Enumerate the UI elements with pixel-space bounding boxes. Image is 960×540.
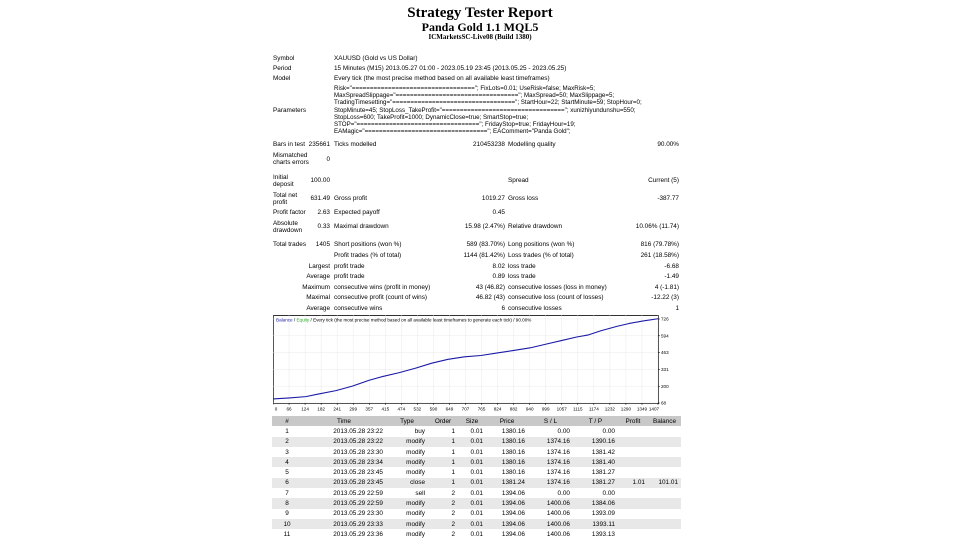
deal-time: 2013.05.29 22:59 <box>302 498 386 508</box>
netprofit-label: Total net <box>273 192 298 199</box>
deal-profit <box>618 457 648 467</box>
avg-wins-value: 6 <box>501 305 505 312</box>
deal-profit: 1.01 <box>618 478 648 488</box>
deal-profit <box>618 426 648 436</box>
quality-label: Modelling quality <box>508 141 556 148</box>
y-tick-label: 331 <box>661 367 669 372</box>
losstrades-value: 261 (18.58%) <box>640 252 679 259</box>
deal-price: 1394.06 <box>501 510 525 518</box>
deals-header-row <box>272 416 681 426</box>
table-row <box>272 519 681 529</box>
deal-order: 1 <box>451 469 455 477</box>
maxl-profit-label: consecutive profit (count of wins) <box>334 294 428 301</box>
deal-sl: 1400.06 <box>528 519 573 529</box>
y-tick-label: 463 <box>661 350 669 356</box>
parameters-line: TradingTimesetting="=================================="; StartHour=22; StartMinute=59; StopHour=0; <box>334 99 642 107</box>
deal-tp: 1381.42 <box>591 448 615 456</box>
maxdd-value: 15.98 (2.47%) <box>464 223 505 230</box>
deal-order: 2 <box>428 519 458 529</box>
deal-tp: 1393.13 <box>591 530 615 538</box>
deal-type: modify <box>386 498 428 508</box>
deals-header-deal-size: Size <box>458 416 486 426</box>
deal-time: 2013.05.29 23:36 <box>333 530 383 538</box>
deal-time: 2013.05.28 23:34 <box>302 457 386 467</box>
deal-price: 1381.24 <box>486 478 528 488</box>
avg-wins-label: consecutive wins <box>334 305 383 312</box>
deal-tp: 1381.27 <box>573 478 618 488</box>
deal-size: 0.01 <box>458 519 486 529</box>
largest-loss-value: -6.68 <box>664 263 679 270</box>
deal-price: 1394.06 <box>501 530 525 538</box>
deal-order: 1 <box>428 478 458 488</box>
deal-balance <box>648 426 681 436</box>
x-tick-label: 357 <box>365 406 374 412</box>
parameters-line: MaxSpreadSlippage="=================================="; MaxSpread=50; MaxSlippage=5; <box>334 92 615 100</box>
pf-label: Profit factor <box>273 209 306 216</box>
table-row <box>272 437 681 447</box>
x-tick-label: 241 <box>333 406 342 412</box>
period-value: 15 Minutes (M15) 2013.05.27 01:00 - 2023.05.19 23:45 (2013.05.25 - 2023.05.25) <box>334 65 567 72</box>
deal-profit <box>618 529 648 539</box>
deal-size: 0.01 <box>470 469 483 477</box>
deal-time: 2013.05.28 23:22 <box>302 437 386 447</box>
x-tick-label: 1057 <box>556 406 567 412</box>
deal-order: 2 <box>428 498 458 508</box>
y-axis-ticks <box>658 317 669 406</box>
deal-size: 0.01 <box>458 457 486 467</box>
average2-label: Average <box>306 305 330 312</box>
deal-tp: 1393.11 <box>573 519 618 529</box>
largest-profit-value: 8.02 <box>492 263 505 270</box>
avg-losses-label: consecutive losses <box>508 305 562 312</box>
deal-number: 2 <box>272 437 302 447</box>
spread-label: Spread <box>508 177 529 184</box>
deal-tp: 1381.40 <box>573 457 618 467</box>
deals-header-deal-sl: S / L <box>528 416 573 426</box>
bars-value: 235661 <box>308 141 330 148</box>
deal-balance <box>648 509 681 519</box>
deal-tp: 0.00 <box>602 489 615 497</box>
maximal-label: Maximal <box>306 294 330 301</box>
maxdd-label: Maximal drawdown <box>334 223 389 230</box>
balance-chart-svg <box>273 315 683 416</box>
deal-profit <box>618 437 648 447</box>
losstrades-label: Loss trades (% of total) <box>508 252 574 259</box>
balance-chart <box>273 315 683 416</box>
deal-size: 0.01 <box>458 478 486 488</box>
payoff-value: 0.45 <box>492 209 505 216</box>
deal-type: sell <box>415 489 425 497</box>
grossloss-value: -387.77 <box>657 195 679 202</box>
maxl-profit-value: 46.82 (43) <box>475 294 505 301</box>
grossprofit-value: 1019.27 <box>481 195 505 202</box>
deal-size: 0.01 <box>458 498 486 508</box>
mismatch-value: 0 <box>326 156 330 163</box>
table-row <box>272 447 681 457</box>
deal-number: 3 <box>285 448 289 456</box>
netprofit-value: 631.49 <box>310 195 330 202</box>
max-losses-value: 4 (-1.81) <box>654 284 679 291</box>
deal-balance <box>648 519 681 529</box>
deals-header-deal-number: # <box>272 416 302 426</box>
deal-balance <box>648 488 681 498</box>
x-tick-label: 1407 <box>648 406 660 412</box>
deals-table <box>272 416 681 540</box>
x-tick-label: 66 <box>286 406 292 412</box>
x-tick-label: 1174 <box>588 406 599 412</box>
quality-value: 90.00% <box>657 141 679 148</box>
x-tick-label: 999 <box>541 406 550 412</box>
deals-header-deal-type: Type <box>386 416 428 426</box>
deal-order: 1 <box>428 457 458 467</box>
table-row <box>272 457 681 467</box>
mismatch-label-2: charts errors <box>273 159 309 166</box>
parameters-line: StopLoss=600; TakeProfit=1000; DynamicClose=true; SmartStop=true; <box>334 113 529 121</box>
y-tick-label: 200 <box>661 383 669 389</box>
parameters-line: STOP="=================================="; FridayStop=true; FridayHour=19; <box>334 121 576 129</box>
max-wins-value: 43 (46.82) <box>475 284 505 291</box>
deal-type: modify <box>386 457 428 467</box>
pf-value: 2.63 <box>317 209 330 216</box>
maxl-loss-value: -12.22 (3) <box>651 294 679 301</box>
avg-losses-value: 1 <box>675 305 679 312</box>
deal-size: 0.01 <box>470 510 483 518</box>
average-loss-value: -1.49 <box>664 273 679 280</box>
deal-time: 2013.05.28 23:45 <box>333 469 383 477</box>
mismatch-label: Mismatched <box>273 152 308 159</box>
parameters-line: EAMagic="=================================="; EAComment="Panda Gold"; <box>334 128 571 136</box>
deals-header-deal-tp: T / P <box>573 416 618 426</box>
deal-sl: 1374.16 <box>546 469 570 477</box>
y-tick-label: 594 <box>661 333 669 339</box>
grossloss-label: Gross loss <box>508 195 539 202</box>
deal-order: 1 <box>428 437 458 447</box>
deal-price: 1380.16 <box>501 427 525 435</box>
deal-time: 2013.05.28 23:45 <box>302 478 386 488</box>
deal-sl: 1374.16 <box>546 448 570 456</box>
deal-price: 1394.06 <box>501 489 525 497</box>
deal-tp: 1381.27 <box>591 469 615 477</box>
deal-number: 6 <box>272 478 302 488</box>
table-row <box>272 426 681 436</box>
table-row <box>272 478 681 488</box>
x-tick-label: 1115 <box>573 406 583 412</box>
deal-tp: 1390.16 <box>573 437 618 447</box>
parameters-value <box>334 85 642 135</box>
deal-price: 1380.16 <box>501 448 525 456</box>
reldd-label: Relative drawdown <box>508 223 562 230</box>
x-tick-label: 1290 <box>620 406 632 412</box>
deal-tp: 1384.06 <box>573 498 618 508</box>
deals-header-deal-order: Order <box>428 416 458 426</box>
x-tick-label: 649 <box>445 406 454 412</box>
absdd-label: Absolute <box>273 220 298 227</box>
deals-header-deal-price: Price <box>486 416 528 426</box>
deal-order: 2 <box>451 510 455 518</box>
short-label: Short positions (won %) <box>334 241 402 248</box>
deal-profit <box>618 488 648 498</box>
deal-order: 1 <box>451 427 455 435</box>
initdep-value: 100.00 <box>310 177 330 184</box>
symbol-value: XAUUSD (Gold vs US Dollar) <box>334 55 418 62</box>
deal-sl: 1374.16 <box>528 478 573 488</box>
x-tick-label: 765 <box>477 406 486 412</box>
deal-number: 8 <box>272 498 302 508</box>
deal-price: 1380.16 <box>486 457 528 467</box>
largest-label: Largest <box>308 263 330 270</box>
deal-balance <box>648 498 681 508</box>
average-label: Average <box>306 273 330 280</box>
symbol-label: Symbol <box>273 55 295 62</box>
report-title: Strategy Tester Report <box>407 5 553 21</box>
deal-number: 4 <box>272 457 302 467</box>
y-tick-label: 68 <box>661 400 667 406</box>
deal-time: 2013.05.28 23:22 <box>333 427 383 435</box>
deal-sl: 0.00 <box>557 489 570 497</box>
legend-balance: Balance <box>276 317 293 323</box>
deal-balance <box>648 447 681 457</box>
deal-time: 2013.05.28 23:30 <box>333 448 383 456</box>
deal-type: buy <box>414 427 425 435</box>
bars-label: Bars in test <box>273 141 305 148</box>
deal-profit <box>618 509 648 519</box>
maximum-label: Maximum <box>302 284 330 291</box>
deal-profit <box>618 519 648 529</box>
deal-size: 0.01 <box>470 530 483 538</box>
x-tick-label: 882 <box>509 406 518 412</box>
plot-frame <box>274 316 659 404</box>
report-server: ICMarketsSC-Live08 (Build 1380) <box>428 33 532 41</box>
deal-time: 2013.05.29 23:30 <box>333 510 383 518</box>
average-profit-value: 0.89 <box>492 273 505 280</box>
deal-profit <box>618 467 648 477</box>
legend-sep: / <box>292 317 297 323</box>
x-tick-label: 1232 <box>604 406 615 412</box>
deal-number: 11 <box>283 530 291 538</box>
deal-tp: 1393.09 <box>591 510 615 518</box>
x-tick-label: 707 <box>461 406 470 412</box>
deal-number: 1 <box>285 427 289 435</box>
deal-sl: 0.00 <box>557 427 570 435</box>
parameters-label: Parameters <box>273 107 307 114</box>
table-row <box>272 467 681 477</box>
deal-type: modify <box>386 519 428 529</box>
largest-loss-label: loss trade <box>508 263 536 270</box>
reldd-value: 10.06% (11.74) <box>635 223 679 230</box>
x-tick-label: 182 <box>317 406 325 412</box>
x-tick-label: 474 <box>397 406 406 412</box>
deal-type: close <box>386 478 428 488</box>
long-value: 816 (79.78%) <box>640 241 679 248</box>
deals-header-deal-balance: Balance <box>648 416 681 426</box>
report-subtitle: Panda Gold 1.1 MQL5 <box>421 20 539 34</box>
deal-profit <box>618 447 648 457</box>
totaltrades-value: 1405 <box>315 241 330 248</box>
period-label: Period <box>273 65 292 72</box>
deal-sl: 1374.16 <box>528 457 573 467</box>
deal-time: 2013.05.29 22:59 <box>333 489 383 497</box>
model-label: Model <box>273 75 291 82</box>
deals-header-deal-time: Time <box>302 416 386 426</box>
table-row <box>272 488 681 498</box>
deal-size: 0.01 <box>458 437 486 447</box>
table-row <box>272 498 681 508</box>
deal-profit <box>618 498 648 508</box>
max-wins-label: consecutive wins (profit in money) <box>334 284 431 291</box>
deal-type: modify <box>406 469 425 477</box>
absdd-value: 0.33 <box>317 223 330 230</box>
largest-profit-label: profit trade <box>334 263 365 270</box>
deal-type: modify <box>406 510 425 518</box>
deal-sl: 1400.06 <box>528 498 573 508</box>
x-tick-label: 0 <box>274 406 278 412</box>
short-value: 589 (83.70%) <box>466 241 505 248</box>
deal-tp: 0.00 <box>602 427 615 435</box>
spread-value: Current (5) <box>648 177 679 184</box>
x-tick-label: 532 <box>413 406 422 412</box>
deal-number: 5 <box>285 469 289 477</box>
deal-number: 10 <box>272 519 302 529</box>
deal-price: 1394.06 <box>486 519 528 529</box>
parameters-line: Risk="=================================="; FixLots=0.01; UseRisk=false; MaxRisk=5; <box>334 85 596 92</box>
deal-price: 1380.16 <box>486 437 528 447</box>
deal-sl: 1400.06 <box>546 530 570 538</box>
model-value: Every tick (the most precise method based on all available least timeframes) <box>334 75 550 82</box>
x-tick-label: 940 <box>525 406 534 412</box>
deal-number: 7 <box>285 489 289 497</box>
x-tick-label: 124 <box>301 406 309 412</box>
deal-sl: 1374.16 <box>528 437 573 447</box>
deal-size: 0.01 <box>470 427 483 435</box>
deal-balance <box>648 457 681 467</box>
deal-size: 0.01 <box>470 448 483 456</box>
deal-sl: 1400.06 <box>546 510 570 518</box>
legend-description: / Every tick (the most precise method based on all available least timeframes to generate each tick) / 90.00% <box>309 317 532 323</box>
long-label: Long positions (won %) <box>508 241 575 248</box>
deal-time: 2013.05.29 23:33 <box>302 519 386 529</box>
average-profit-label: profit trade <box>334 273 365 280</box>
totaltrades-label: Total trades <box>273 241 307 248</box>
y-tick-label: 726 <box>661 316 669 322</box>
initdep-label-2: deposit <box>273 181 294 188</box>
legend-equity: Equity <box>296 317 310 323</box>
deal-type: modify <box>386 437 428 447</box>
table-row <box>272 529 681 539</box>
absdd-label-2: drawdown <box>273 227 303 234</box>
netprofit-label-2: profit <box>273 199 288 206</box>
deal-price: 1394.06 <box>486 498 528 508</box>
initdep-label: Initial <box>273 174 288 181</box>
ticks-value: 210453238 <box>473 141 505 148</box>
deal-price: 1380.16 <box>501 469 525 477</box>
deal-order: 2 <box>451 489 455 497</box>
x-tick-label: 415 <box>381 406 390 412</box>
deal-order: 2 <box>451 530 455 538</box>
deal-balance <box>648 529 681 539</box>
deal-balance <box>648 467 681 477</box>
grossprofit-label: Gross profit <box>334 195 368 202</box>
deal-size: 0.01 <box>470 489 483 497</box>
table-row <box>272 509 681 519</box>
deal-balance <box>648 437 681 447</box>
deal-order: 1 <box>451 448 455 456</box>
x-tick-label: 824 <box>493 406 502 412</box>
x-tick-label: 299 <box>349 406 358 412</box>
x-tick-label: 1349 <box>636 406 648 412</box>
deal-type: modify <box>406 530 425 538</box>
average-loss-label: loss trade <box>508 273 536 280</box>
profittrades-label: Profit trades (% of total) <box>334 252 402 259</box>
x-axis-ticks <box>273 403 660 412</box>
x-tick-label: 590 <box>429 406 438 412</box>
max-losses-label: consecutive losses (loss in money) <box>508 284 607 291</box>
payoff-label: Expected payoff <box>334 209 380 216</box>
profittrades-value: 1144 (81.42%) <box>463 252 505 259</box>
deal-balance: 101.01 <box>648 478 681 488</box>
ticks-label: Ticks modelled <box>334 141 377 148</box>
chart-legend <box>276 318 531 323</box>
deals-header-deal-profit: Profit <box>618 416 648 426</box>
deal-number: 9 <box>285 510 289 518</box>
parameters-line: StopMinute=45; StopLoss_TakeProfit="=================================="; xunizhiyundunshu=550; <box>334 106 636 114</box>
deal-type: modify <box>406 448 425 456</box>
maxl-loss-label: consecutive loss (count of losses) <box>508 294 604 301</box>
